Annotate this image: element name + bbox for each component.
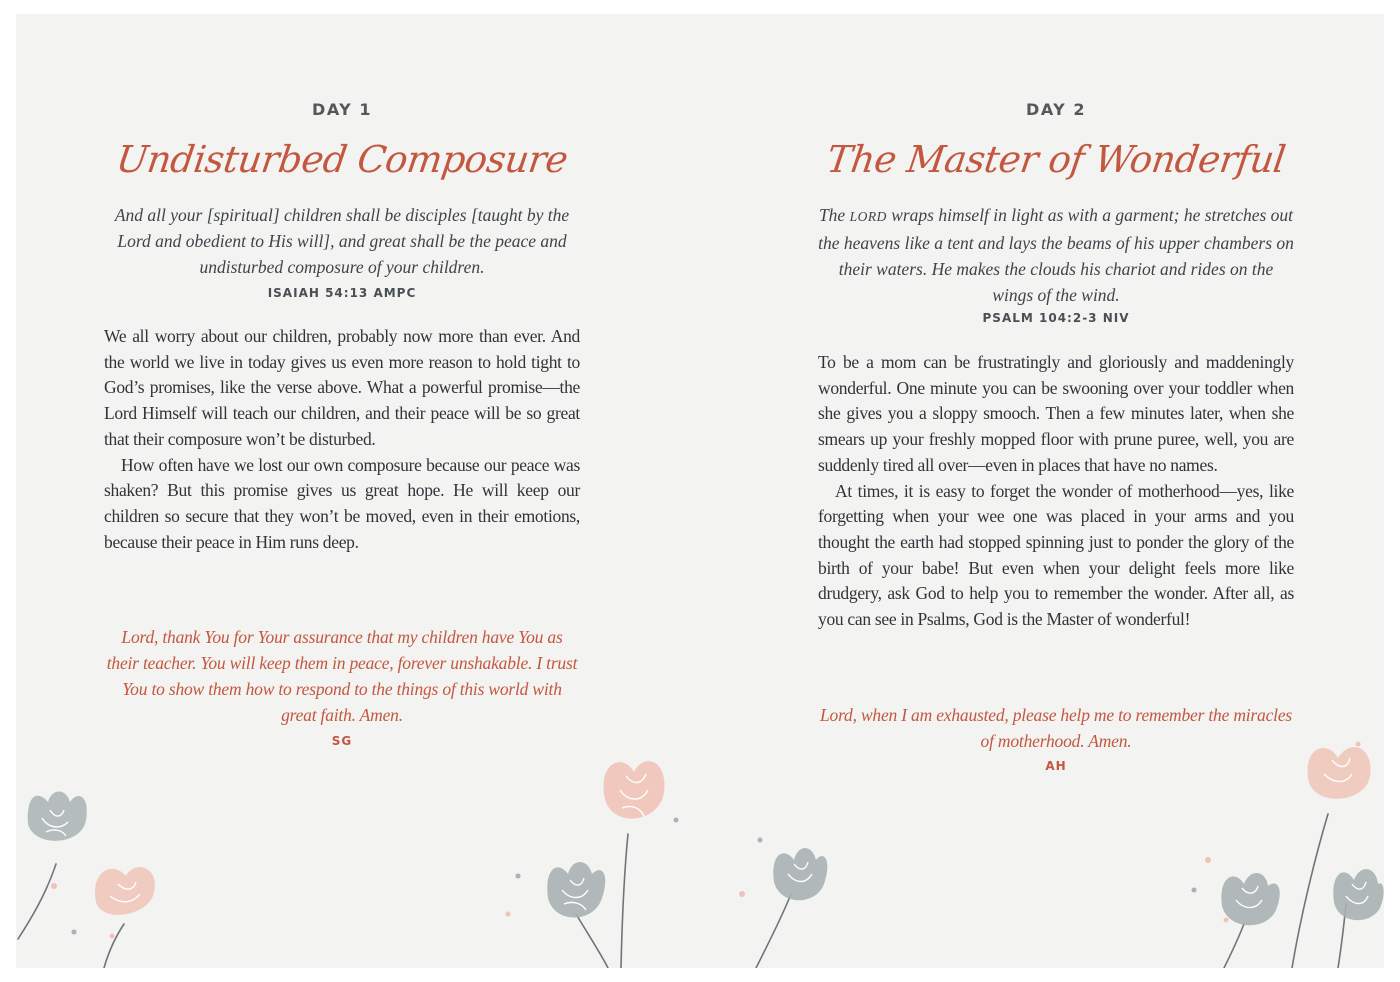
verse-text: The [818,205,850,225]
right-page [700,14,1384,968]
body-paragraph: At times, it is easy to forget the wonder of motherhood—yes, like forgetting when your wee one was placed in your arms and you thought the earth had stopped spinning just to ponder the glory of the birth of your babe! But even when your delight feels more like drudgery, ask God to help you to remember the wonder. After all, as you can see in Psalms, God is the Master of wonderful! [818,480,1294,630]
author-initials: SG [331,734,353,748]
body-paragraph: To be a mom can be frustratingly and gloriously and maddeningly wonderful. One minute you can be swooning over your toddler when she gives you a sloppy smooch. Then a few minutes later, when she smears up your freshly mopped floor with prune puree, well, you are suddenly tired all over—even in places that have no names. [818,352,1294,475]
body-paragraph: How often have we lost our own composure because our peace was shaken? But this promise gives us great hope. He will keep our children so secure that they won’t be moved, even in their emotions, because their peace in Him runs deep. [104,454,580,552]
scripture-reference: PSALM 104:2-3 NIV [982,311,1130,325]
left-page [16,14,700,968]
body-paragraph: We all worry about our children, probably now more than ever. And the world we live in today gives us even more reason to hold tight to God’s promises, like the verse above. What a powerful promise—the Lord Himself will teach our children, and their peace will be so great that their composure won’t be disturbed. [104,326,580,449]
book-spread [16,14,1384,968]
prayer-text: Lord, when I am exhausted, please help me to remember the miracles of motherhood. Amen. [820,705,1292,751]
prayer-text: Lord, thank You for Your assurance that my children have You as their teacher. You will keep them in peace, forever unshakable. I trust You to show them how to respond to the things of this world with great faith. Amen. [106,627,578,725]
scripture-reference: ISAIAH 54:13 AMPC [267,286,417,300]
devotion-body [104,324,580,555]
author-initials: AH [1045,759,1067,773]
day-label: DAY 1 [312,100,372,119]
devotion-title: The Master of Wonderful [824,138,1288,181]
scripture-verse [818,202,1294,308]
day-label: DAY 2 [1026,100,1086,119]
verse-text: wraps himself in light as with a garment; he stretches out the heavens like a tent and lays the beams of his upper chambers on their waters. He makes the clouds his chariot and rides on the wings of the wind. [818,205,1294,305]
verse-lord-smallcaps: LORD [849,209,887,224]
devotion-title: Undisturbed Composure [113,138,571,181]
devotion-body [818,350,1294,633]
scripture-verse: And all your [spiritual] children shall be disciples [taught by the Lord and obedient to His will], and great shall be the peace and undisturbed composure of your children. [114,205,570,277]
